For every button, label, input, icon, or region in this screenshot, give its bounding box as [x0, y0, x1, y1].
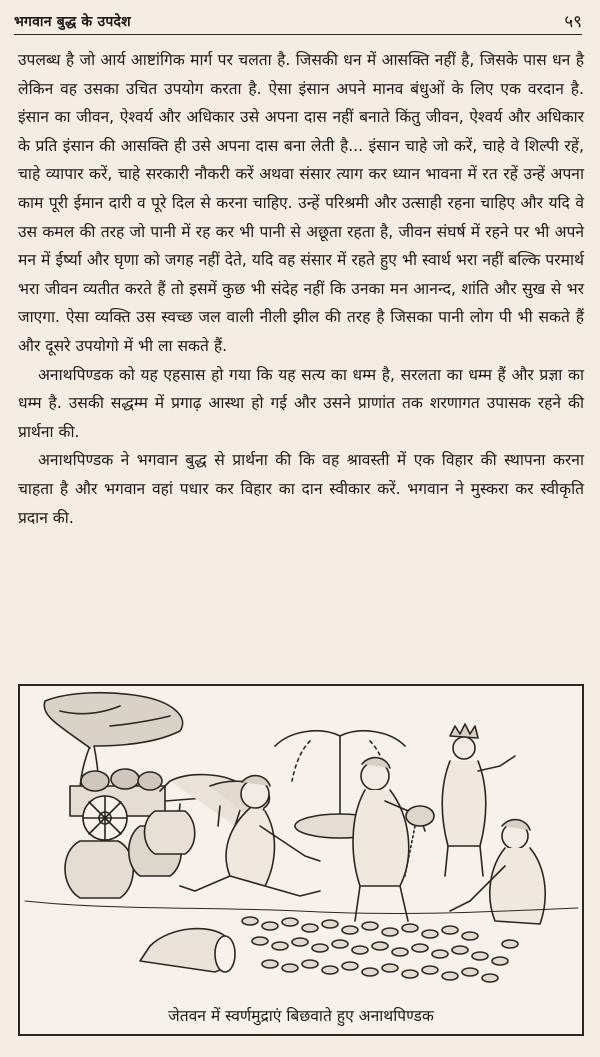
- figure-caption: जेतवन में स्वर्णमुद्राएं बिछवाते हुए अनाथपिण्डक: [168, 1007, 434, 1025]
- body-text: [18, 46, 584, 532]
- page-number: ५९: [564, 12, 582, 32]
- header-title: भगवान बुद्ध के उपदेश: [14, 14, 131, 30]
- running-header: [14, 8, 582, 35]
- paragraph-1: उपलब्ध है जो आर्य आष्टांगिक मार्ग पर चलता है. जिसकी धन में आसक्ति नहीं है, जिसके पास धन है लेकिन वह उसका उचित उपयोग करता है. ऐसा इंसान अपने मानव बंधुओं के लिए एक वरदान है. इंसान का जीवन, ऐश्वर्य और अधिकार उसे अपना दास नहीं बनाते किंतु जीवन, ऐश्वर्य और अधिकार के प्रति इंसान की आसक्ति ही उसे अपना दास बना लेती है... इंसान चाहे जो करें, चाहे वे शिल्पी रहें, चाहे व्यापार करें, चाहे सरकारी नौकरी करें अथवा संसार त्याग कर ध्यान भावना में रत रहें उन्हें अपना काम पूरी ईमान दारी व पूरे दिल से करना चाहिए. उन्हें परिश्रमी और उत्साही रहना चाहिए और यदि वे उस कमल की तरह जो पानी में रह कर भी पानी से अछूता रहता है, जीवन संघर्ष में रहने पर भी अपने मन में ईर्ष्या और घृणा को जगह नहीं देते, यदि वह संसार में रहते हुए भी स्वार्थ भरा नहीं बल्कि परमार्थ भरा जीवन व्यतीत करते हैं तो इसमें कुछ भी संदेह नहीं कि उनका मन आनन्द, शांति और सुख से भर जाएगा. ऐसा व्यक्ति उस स्वच्छ जल वाली नीली झील की तरह है जिसका पानी लोग पी भी सकते हैं और दूसरे उपयोगो में भी ला सकते हैं.: [18, 51, 584, 355]
- illustration-drawing: [20, 686, 582, 1034]
- coins-illustration: [242, 917, 518, 982]
- pouring-man-illustration: [353, 758, 434, 921]
- illustration-figure: [18, 684, 584, 1036]
- paragraph-3: अनाथपिण्डक ने भगवान बुद्ध से प्रार्थना की कि वह श्रावस्ती में एक विहार की स्थापना करना चाहता है और भगवान वहां पधार कर विहार का दान स्वीकार करें. भगवान ने मुस्करा कर स्वीकृति प्रदान की.: [18, 451, 584, 527]
- paragraph-2: अनाथपिण्डक को यह एहसास हो गया कि यह सत्य का धम्म है, सरलता का धम्म हैं और प्रज्ञा का धम्म है. उसकी सद्धम्म में प्रगाढ़ आस्था हो गई और उसने प्राणांत तक शरणागत उपासक रहने की प्रार्थना की.: [18, 365, 584, 441]
